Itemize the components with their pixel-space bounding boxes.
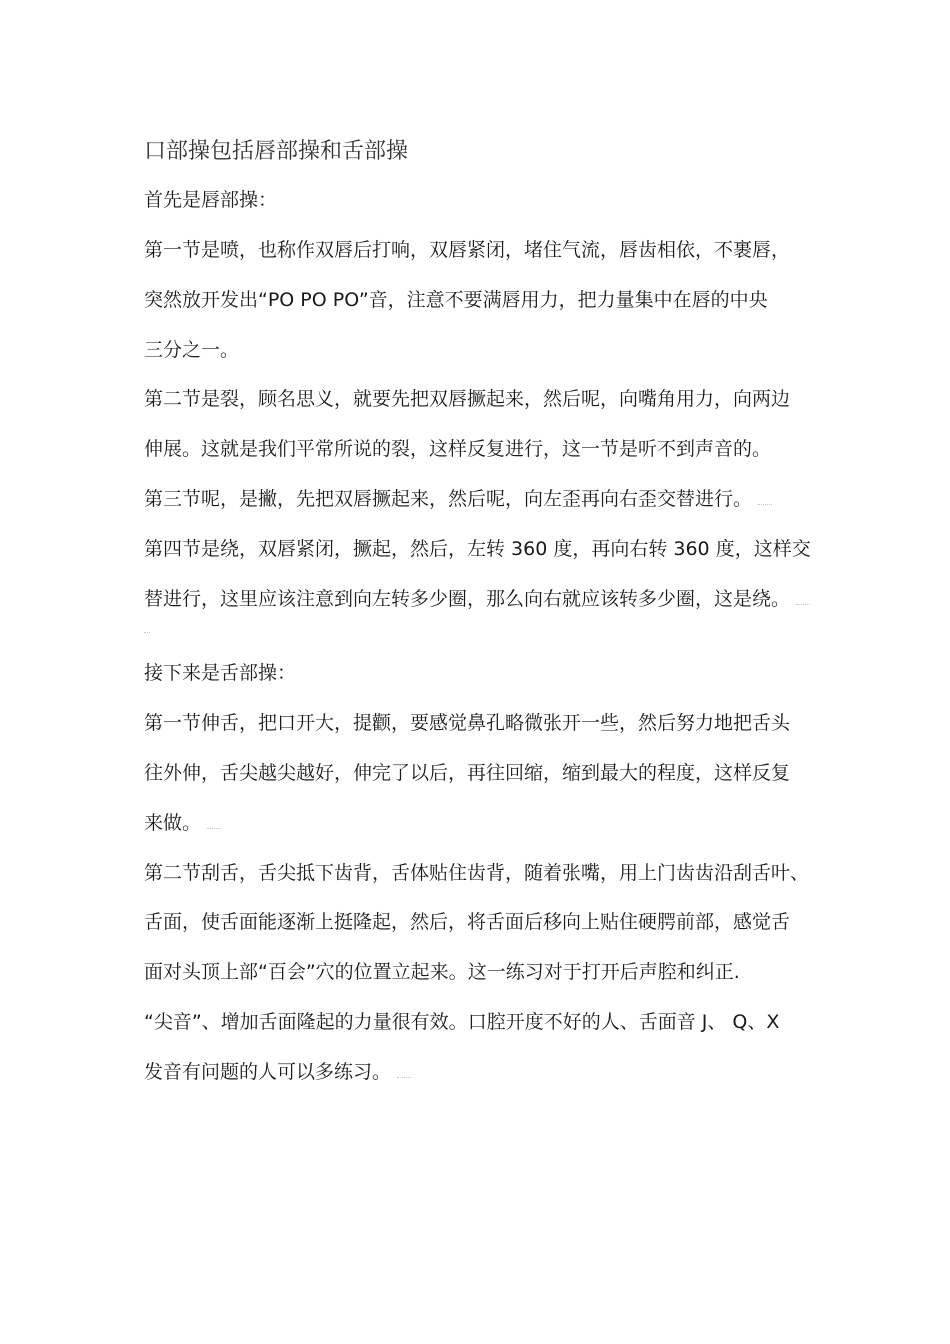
paragraph-line xyxy=(144,187,814,213)
paragraph-line xyxy=(144,287,814,313)
document-title: 口部操包括唇部操和舌部操 xyxy=(144,139,409,164)
paragraph-line xyxy=(144,810,814,836)
paragraph-mark xyxy=(207,828,221,829)
paragraph-line xyxy=(144,1009,814,1035)
line-text: 第三节呢，是撇，先把双唇撅起来，然后呢，向左歪再向右歪交替进行。 xyxy=(144,488,753,510)
paragraph-line xyxy=(144,237,814,263)
line-text: 伸展。这就是我们平常所说的裂，这样反复进行，这一节是听不到声音的。 xyxy=(144,438,772,460)
paragraph-line xyxy=(144,586,814,612)
paragraph-line xyxy=(144,909,814,935)
line-text: 舌面，使舌面能逐渐上挺隆起，然后，将舌面后移向上贴住硬腭前部，感觉舌 xyxy=(144,911,791,933)
paragraph-line xyxy=(144,860,814,886)
line-text: 第四节是绕，双唇紧闭，撅起，然后，左转 360 度，再向右转 360 度，这样交 xyxy=(144,538,811,560)
paragraph-line xyxy=(144,436,814,462)
paragraph-line xyxy=(144,760,814,786)
line-text: 第二节刮舌，舌尖抵下齿背，舌体贴住齿背，随着张嘴，用上门齿齿沿刮舌叶、 xyxy=(144,862,810,884)
paragraph-line xyxy=(144,1059,814,1085)
line-text: 突然放开发出“PO PO PO”音，注意不要满唇用力，把力量集中在唇的中央 xyxy=(144,289,768,311)
line-text: 首先是唇部操： xyxy=(144,189,278,211)
line-text: 第二节是裂，顾名思义，就要先把双唇撅起来，然后呢，向嘴角用力，向两边 xyxy=(144,388,791,410)
line-text: 第一节伸舌，把口开大，提颧，要感觉鼻孔略微张开一些，然后努力地把舌头 xyxy=(144,712,791,734)
paragraph-line xyxy=(144,959,814,985)
line-text: 接下来是舌部操： xyxy=(144,662,297,684)
line-text: 发音有问题的人可以多练习。 xyxy=(144,1061,392,1083)
paragraph-mark xyxy=(144,632,150,633)
paragraph-line xyxy=(144,337,814,363)
paragraph-line xyxy=(144,660,814,686)
paragraph-mark xyxy=(397,1077,411,1078)
paragraph-mark xyxy=(796,604,810,605)
paragraph-mark xyxy=(758,504,772,505)
line-text: 来做。 xyxy=(144,812,202,834)
line-text: 往外伸，舌尖越尖越好，伸完了以后，再往回缩，缩到最大的程度，这样反复 xyxy=(144,762,791,784)
line-text: 第一节是喷，也称作双唇后打响，双唇紧闭，堵住气流，唇齿相依，不裹唇， xyxy=(144,239,791,261)
line-text: 面对头顶上部“百会”穴的位置立起来。这一练习对于打开后声腔和纠正. xyxy=(144,961,740,983)
paragraph-line xyxy=(144,486,814,512)
paragraph-line xyxy=(144,386,814,412)
line-text: 替进行，这里应该注意到向左转多少圈，那么向右就应该转多少圈，这是绕。 xyxy=(144,588,791,610)
line-text: “尖音”、增加舌面隆起的力量很有效。口腔开度不好的人、舌面音 J、 Q、X xyxy=(144,1011,780,1033)
paragraph-line xyxy=(144,536,814,562)
paragraph-line xyxy=(144,710,814,736)
line-text: 三分之一。 xyxy=(144,339,240,361)
